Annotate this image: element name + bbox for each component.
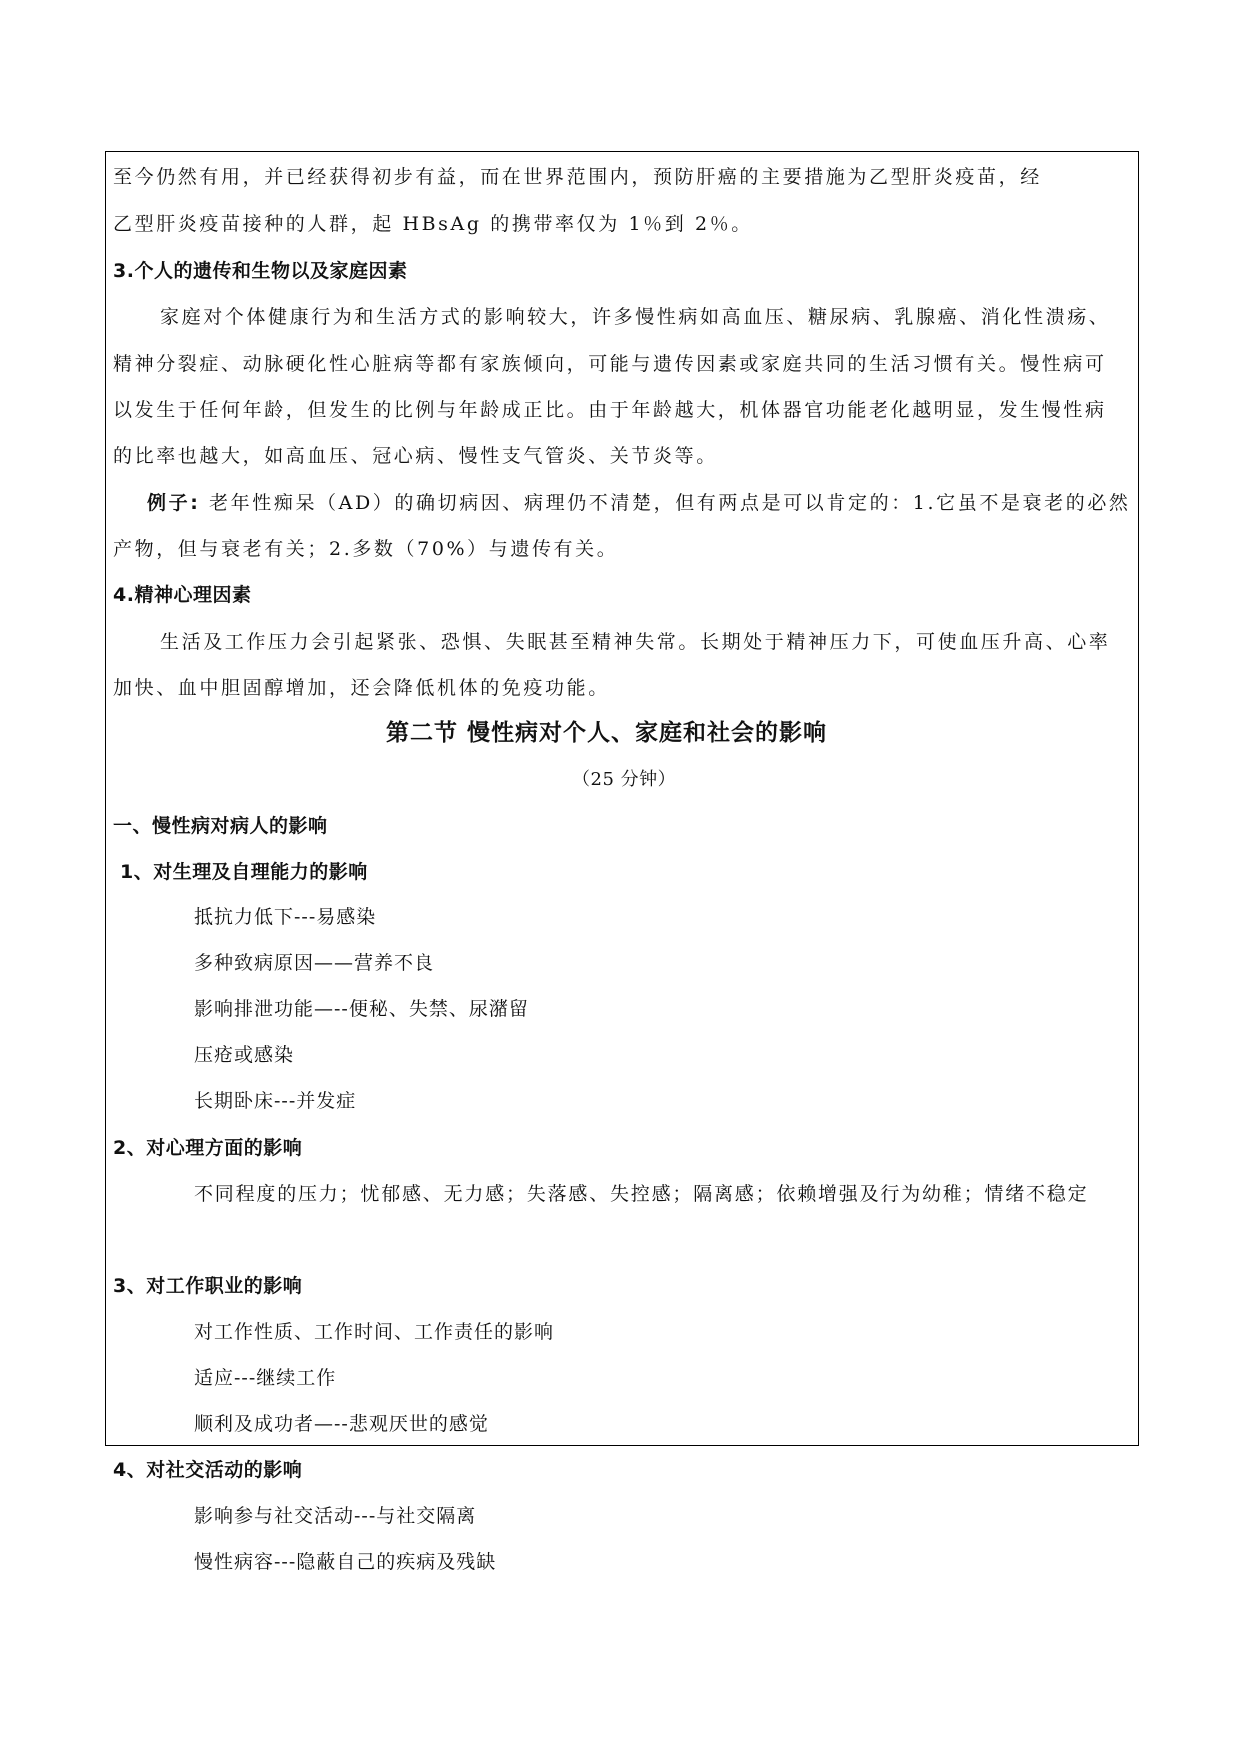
list-item: 适应---继续工作 bbox=[194, 1367, 337, 1389]
paragraph-line: 精神分裂症、动脉硬化性心脏病等都有家族倾向，可能与遗传因素或家庭共同的生活习惯有关。慢性病可 bbox=[113, 353, 1107, 375]
heading-impact-on-patient: 一、慢性病对病人的影响 bbox=[113, 815, 328, 837]
list-item: 影响参与社交活动---与社交隔离 bbox=[194, 1505, 477, 1527]
content-frame bbox=[105, 151, 1139, 1446]
list-item: 顺利及成功者—--悲观厌世的感觉 bbox=[194, 1413, 489, 1435]
subheading-psychological-impact: 2、对心理方面的影响 bbox=[113, 1137, 303, 1159]
paragraph-line: 至今仍然有用，并已经获得初步有益，而在世界范围内，预防肝癌的主要措施为乙型肝炎疫苗，经 bbox=[113, 166, 1042, 188]
section-title: 第二节 慢性病对个人、家庭和社会的影响 bbox=[386, 720, 828, 746]
list-item: 慢性病容---隐蔽自己的疾病及残缺 bbox=[194, 1551, 497, 1573]
list-item: 抵抗力低下---易感染 bbox=[194, 906, 377, 928]
list-item: 对工作性质、工作时间、工作责任的影响 bbox=[194, 1321, 555, 1343]
paragraph-line: 乙型肝炎疫苗接种的人群，起 HBsAg 的携带率仅为 1％到 2％。 bbox=[113, 213, 753, 235]
paragraph-line: 加快、血中胆固醇增加，还会降低机体的免疫功能。 bbox=[113, 677, 610, 699]
list-item: 多种致病原因——营养不良 bbox=[194, 952, 435, 974]
paragraph-line: 生活及工作压力会引起紧张、恐惧、失眠甚至精神失常。长期处于精神压力下，可使血压升高、心率 bbox=[160, 631, 1111, 653]
subheading-work-impact: 3、对工作职业的影响 bbox=[113, 1275, 303, 1297]
list-item: 压疮或感染 bbox=[194, 1044, 295, 1066]
duration-note: （25 分钟） bbox=[572, 769, 677, 790]
subheading-genetic-family: 3.个人的遗传和生物以及家庭因素 bbox=[113, 260, 408, 282]
paragraph-line: 家庭对个体健康行为和生活方式的影响较大，许多慢性病如高血压、糖尿病、乳腺癌、消化性溃疡、 bbox=[160, 306, 1111, 328]
paragraph-line: 不同程度的压力；忧郁感、无力感；失落感、失控感；隔离感；依赖增强及行为幼稚；情绪不稳定 bbox=[194, 1183, 1089, 1205]
paragraph-line: 产物，但与衰老有关；2.多数（70%）与遗传有关。 bbox=[113, 538, 619, 560]
example-text: 老年性痴呆（AD）的确切病因、病理仍不清楚，但有两点是可以肯定的：1.它虽不是衰老的必然 bbox=[200, 492, 1131, 514]
list-item: 影响排泄功能—--便秘、失禁、尿潴留 bbox=[194, 998, 529, 1020]
example-line bbox=[147, 489, 1131, 517]
list-item: 长期卧床---并发症 bbox=[194, 1090, 357, 1112]
paragraph-line: 以发生于任何年龄，但发生的比例与年龄成正比。由于年龄越大，机体器官功能老化越明显，发生慢性病 bbox=[113, 399, 1107, 421]
subheading-physical: 1、对生理及自理能力的影响 bbox=[120, 861, 368, 883]
example-label: 例子: bbox=[147, 492, 201, 514]
subheading-psychological: 4.精神心理因素 bbox=[113, 584, 252, 606]
paragraph-line: 的比率也越大，如高血压、冠心病、慢性支气管炎、关节炎等。 bbox=[113, 445, 718, 467]
subheading-social-impact: 4、对社交活动的影响 bbox=[113, 1459, 303, 1481]
